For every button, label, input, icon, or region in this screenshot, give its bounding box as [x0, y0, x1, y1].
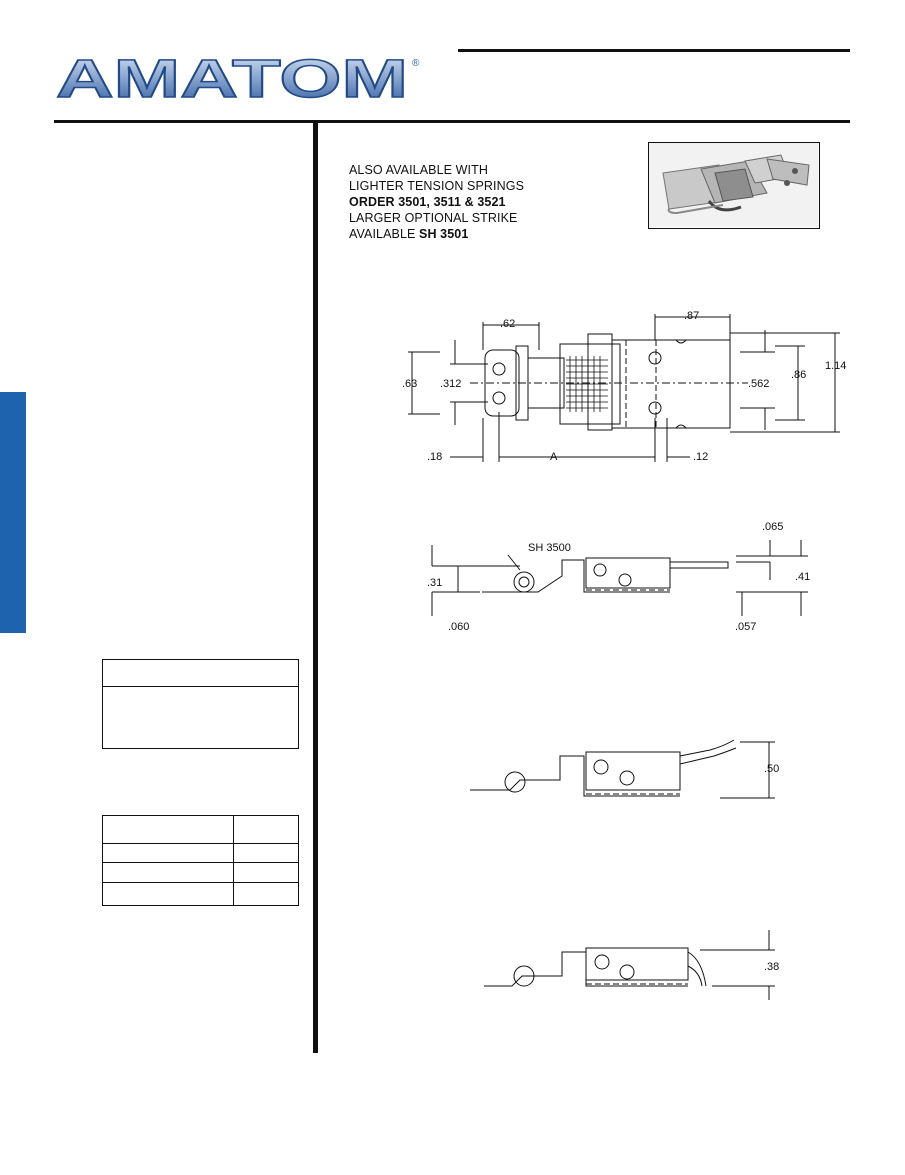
dim-label: .31	[427, 577, 443, 589]
note-line: LIGHTER TENSION SPRINGS	[349, 179, 525, 193]
dim-label: .62	[500, 318, 516, 330]
dim-label: .18	[427, 451, 443, 463]
dim-label: .50	[764, 763, 780, 775]
dim-label: .12	[693, 451, 709, 463]
top-view-drawing	[408, 314, 840, 462]
registered-mark: ®	[412, 58, 420, 69]
dim-label: .86	[791, 369, 807, 381]
closed-view-drawing	[484, 930, 775, 1000]
dim-label: .63	[402, 378, 418, 390]
dim-label: .312	[440, 378, 462, 390]
note-line: LARGER OPTIONAL STRIKE	[349, 211, 518, 225]
dim-label: .38	[764, 961, 780, 973]
strike-label: SH 3500	[528, 542, 571, 554]
order-numbers: ORDER 3501, 3511 & 3521	[349, 195, 506, 209]
side-view-drawing	[432, 540, 811, 616]
dim-label: .060	[448, 621, 470, 633]
dim-label: 1.14	[825, 360, 847, 372]
dim-label: .41	[795, 571, 811, 583]
logo-text: AMATOM	[56, 54, 408, 104]
strike-part-number: SH 3501	[419, 227, 469, 241]
note-line: ALSO AVAILABLE WITH	[349, 163, 488, 177]
open-view-drawing	[470, 740, 775, 798]
note-line: AVAILABLE	[349, 227, 420, 241]
dim-label: .057	[735, 621, 757, 633]
dim-label: .562	[748, 378, 770, 390]
dim-label: .87	[684, 310, 700, 322]
dim-label: A	[550, 451, 558, 463]
dim-label: .065	[762, 521, 784, 533]
